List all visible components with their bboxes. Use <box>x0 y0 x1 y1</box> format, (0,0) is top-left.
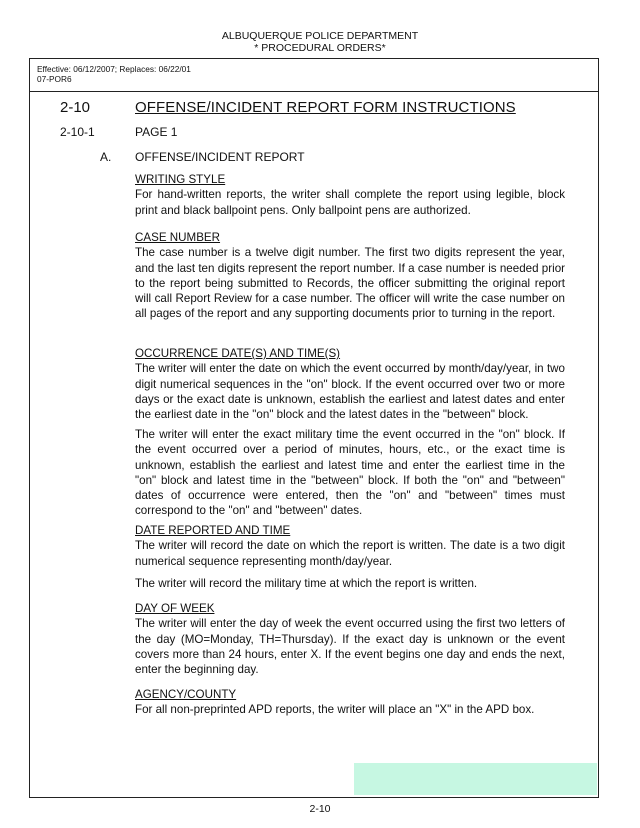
section-heading: AGENCY/COUNTY <box>135 688 237 701</box>
paragraph: The writer will enter the exact military time the event occurred in the "on" block. If the event occurred over a period of minutes, hours, etc., or the exact time is unknown, establish the earliest and latest time and enter the earliest time in the "on" block and latest time in the "between" block. If both the "on" and "between" dates of occurrence were entered, then the "on" and "between" times must correspond to the "on" and "between" dates. <box>135 428 565 518</box>
section-heading: WRITING STYLE <box>135 173 226 186</box>
page-number: 2-10 <box>309 803 331 815</box>
section-heading: DAY OF WEEK <box>135 602 215 615</box>
paragraph: The writer will record the date on which the report is written. The date is a two digit numerical sequence representing month/day/year. <box>135 539 565 568</box>
highlight-box <box>354 763 597 795</box>
paragraph: The writer will enter the day of week the event occurred using the first two letters of the day (MO=Monday, TH=Thursday). If the exact day is unknown or the event covers more than 24 hours, enter X. If the event begins one day and ends the next, enter the beginning day. <box>135 617 565 677</box>
agency-county-section <box>135 687 565 718</box>
paragraph: The case number is a twelve digit number. The first two digits represent the year, and the last ten digits represent the report number. If a case number is needed prior to the report being submitted to Records, the officer submitting the original report will call Report Review for a case number. The officer will write the case number on all pages of the report and any supporting documents prior to turning in the report. <box>135 246 565 321</box>
section-heading: CASE NUMBER <box>135 231 221 244</box>
item-letter: A. <box>100 150 112 164</box>
section-heading: DATE REPORTED AND TIME <box>135 524 291 537</box>
effective-box <box>30 59 598 92</box>
document-header <box>0 30 640 54</box>
date-reported-section <box>135 523 565 569</box>
department-name: ALBUQUERQUE POLICE DEPARTMENT <box>221 30 419 42</box>
occurrence-time-paragraph-block <box>135 427 565 519</box>
occurrence-section <box>135 346 565 422</box>
date-reported-time-block <box>135 576 565 591</box>
document-type: * PROCEDURAL ORDERS* <box>254 42 386 54</box>
day-of-week-section <box>135 601 565 677</box>
writing-style-section <box>135 172 565 218</box>
item-title: OFFENSE/INCIDENT REPORT <box>135 150 305 164</box>
section-heading: OCCURRENCE DATE(S) AND TIME(S) <box>135 347 341 360</box>
case-number-section <box>135 230 565 322</box>
section-title: OFFENSE/INCIDENT REPORT FORM INSTRUCTIONS <box>135 99 516 116</box>
paragraph: The writer will record the military time at which the report is written. <box>135 577 478 590</box>
paragraph: For hand-written reports, the writer shall complete the report using legible, block print and black ballpoint pens. Only ballpoint pens are authorized. <box>135 188 565 217</box>
order-id: 07-POR6 <box>37 73 72 84</box>
paragraph: The writer will enter the date on which the event occurred by month/day/year, in two digit numerical sequences in the "on" block. If the event occurred over two or more days or the exact date is unknown, establish the earliest and latest dates and enter the earliest date in the "on" block and the latest dates in the "between" block. <box>135 362 565 422</box>
section-number: 2-10 <box>60 99 91 116</box>
subsection-number: 2-10-1 <box>60 125 95 139</box>
effective-date: Effective: 06/12/2007; Replaces: 06/22/01 <box>37 64 191 74</box>
paragraph: For all non-preprinted APD reports, the writer will place an "X" in the APD box. <box>135 703 535 717</box>
subsection-title: PAGE 1 <box>135 125 178 139</box>
